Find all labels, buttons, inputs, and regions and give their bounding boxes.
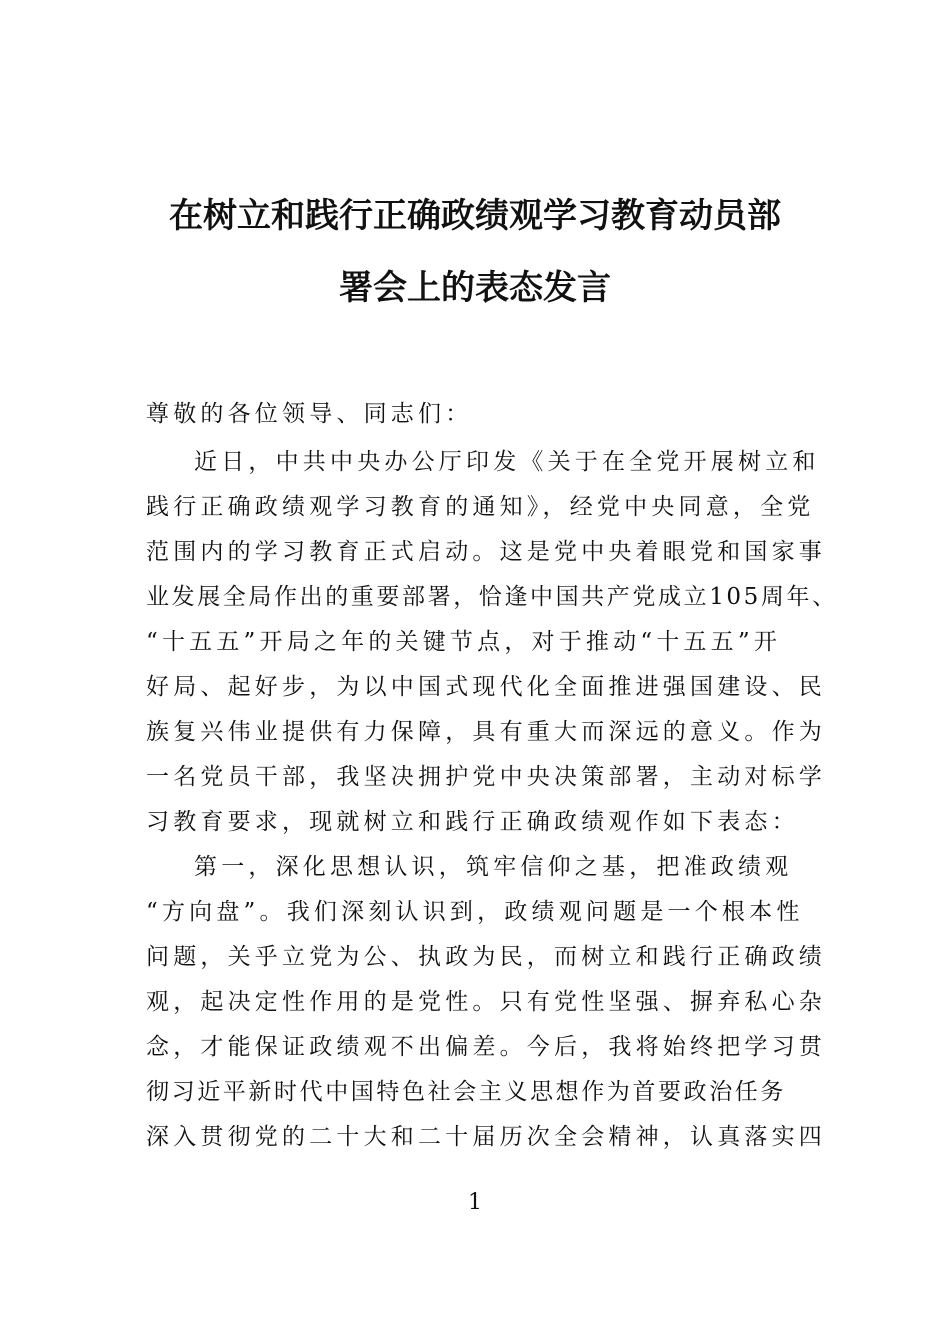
paragraph-2-line: 念，才能保证政绩观不出偏差。今后，我将始终把学习贯 (146, 1034, 826, 1060)
page-number: 1 (468, 1190, 482, 1215)
paragraph-1-line: 范围内的学习教育正式启动。这是党中央着眼党和国家事 (146, 539, 826, 565)
paragraph-1-line: 习教育要求，现就树立和践行正确政绩观作如下表态： (146, 809, 799, 835)
paragraph-2-line: 深入贯彻党的二十大和二十届历次全会精神，认真落实四 (146, 1124, 826, 1150)
paragraph-2-line: 问题，关乎立党为公、执政为民，而树立和践行正确政绩 (146, 944, 826, 970)
paragraph-2-line: 观，起决定性作用的是党性。只有党性坚强、摒弃私心杂 (146, 989, 826, 1015)
paragraph-1-line: 近日，中共中央办公厅印发《关于在全党开展树立和 (194, 449, 820, 475)
paragraph-1-line: 族复兴伟业提供有力保障，具有重大而深远的意义。作为 (146, 719, 826, 745)
paragraph-2-line: 彻习近平新时代中国特色社会主义思想作为首要政治任务 (146, 1079, 786, 1105)
paragraph-1-line: “十五五”开局之年的关键节点，对于推动“十五五”开 (146, 629, 782, 655)
paragraph-2-line: 第一，深化思想认识，筑牢信仰之基，把准政绩观 (194, 854, 793, 880)
paragraph-2-line: “方向盘”。我们深刻认识到，政绩观问题是一个根本性 (146, 899, 804, 925)
salutation: 尊敬的各位领导、同志们： (146, 401, 473, 427)
document-title-line-2: 署会上的表态发言 (339, 268, 611, 308)
paragraph-1-line: 好局、起好步，为以中国式现代化全面推进强国建设、民 (146, 674, 826, 700)
paragraph-1-line: 践行正确政绩观学习教育的通知》，经党中央同意，全党 (146, 494, 815, 520)
paragraph-1-line: 一名党员干部，我坚决拥护党中央决策部署，主动对标学 (146, 764, 826, 790)
paragraph-1-line: 业发展全局作出的重要部署，恰逢中国共产党成立105周年、 (146, 584, 838, 610)
document-title-line-1: 在树立和践行正确政绩观学习教育动员部 (169, 196, 781, 236)
